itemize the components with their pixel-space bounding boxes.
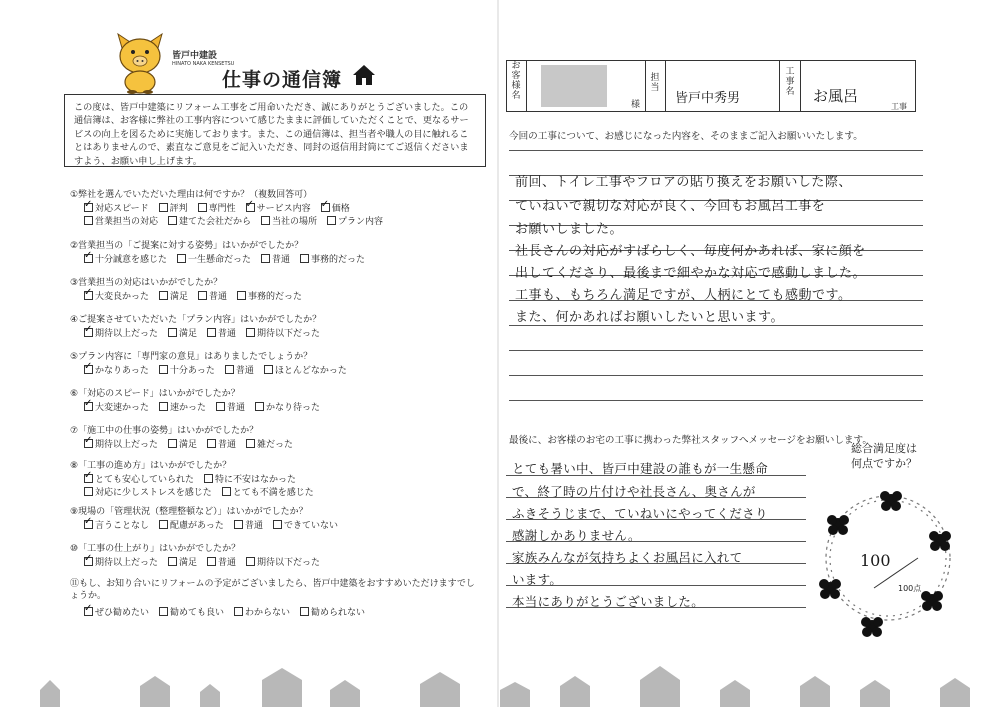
option-label: 満足: [170, 292, 189, 302]
option[interactable]: [84, 437, 158, 450]
question-text: ④ご提案させていただいた「プラン内容」はいかがでしたか？: [70, 315, 322, 325]
checkbox[interactable]: [327, 216, 336, 225]
comment-line: また、何かあればお願いしたいと思います。: [515, 310, 784, 325]
checkbox[interactable]: [207, 439, 216, 448]
option[interactable]: [84, 326, 158, 339]
comment-line: 社長さんの対応がすばらしく、毎度何かあれば、家に顔を: [515, 244, 866, 259]
option[interactable]: [246, 201, 311, 214]
option-row: [84, 326, 330, 339]
checked-checkbox[interactable]: [84, 520, 93, 529]
checkbox[interactable]: [159, 402, 168, 411]
option-label: 普通: [218, 558, 237, 568]
comment-line: お願いしました。: [515, 222, 624, 237]
score-value: 100: [860, 551, 891, 570]
option-label: かなり待った: [266, 403, 321, 413]
option-label: 雑だった: [257, 440, 294, 450]
option-label: ぜひ勧めたい: [95, 608, 150, 618]
comments-question: 今回の工事について、お感じになった内容を、そのままご記入お願いいたします。: [509, 131, 863, 142]
option[interactable]: [246, 437, 293, 450]
question-text: ⑩「工事の仕上がり」はいかがでしたか？: [70, 544, 241, 554]
option[interactable]: [225, 363, 254, 376]
option-label: 期待以上だった: [95, 329, 159, 339]
checkbox[interactable]: [204, 474, 213, 483]
checkbox[interactable]: [198, 291, 207, 300]
option-label: サービス内容: [256, 204, 311, 214]
comment-line: ていねいで親切な対応が良く、今回もお風呂工事を: [515, 199, 826, 214]
option-label: プラン内容: [338, 217, 384, 227]
option[interactable]: [300, 605, 365, 618]
option-label: 期待以下だった: [257, 558, 321, 568]
comment-line: 前回、トイレ工事やフロアの貼り換えをお願いした際、: [515, 175, 852, 190]
checkbox[interactable]: [237, 291, 246, 300]
option[interactable]: [198, 201, 236, 214]
option-label: 普通: [235, 366, 254, 376]
option[interactable]: [300, 252, 365, 265]
score-title: [844, 441, 924, 471]
checkbox[interactable]: [225, 365, 234, 374]
checkbox[interactable]: [198, 203, 207, 212]
option-label: とても不満を感じた: [232, 488, 314, 498]
message-line: 家族みんなが気持ちよくお風呂に入れて: [512, 550, 743, 565]
work-name: お風呂: [813, 87, 859, 105]
option[interactable]: [84, 518, 149, 531]
checkbox[interactable]: [159, 520, 168, 529]
option[interactable]: [159, 400, 206, 413]
option[interactable]: [327, 214, 383, 227]
option[interactable]: [159, 201, 188, 214]
message-line: で、終了時の片付けや社長さん、奥さんが: [512, 484, 756, 499]
option[interactable]: [168, 326, 197, 339]
option[interactable]: [84, 485, 212, 498]
checkbox[interactable]: [273, 520, 282, 529]
option-label: 普通: [272, 255, 291, 265]
checkbox[interactable]: [168, 439, 177, 448]
option-label: 対応に少しストレスを感じた: [95, 488, 212, 498]
customer-label: お客様名: [511, 61, 521, 101]
option-row: [84, 437, 303, 450]
option-row: [84, 605, 375, 618]
option[interactable]: [84, 472, 194, 485]
work-label: 工事名: [785, 67, 795, 97]
customer-info-table: [506, 60, 916, 112]
question-text: ⑤プラン内容に「専門家の意見」はありましたでしょうか？: [70, 352, 313, 362]
message-line: ふきそうじまで、ていねいにやってくださり: [512, 506, 768, 521]
option-label: 普通: [244, 521, 263, 531]
checked-checkbox[interactable]: [84, 203, 93, 212]
option-label: 建てた会社だから: [179, 217, 252, 227]
option-label: 大変良かった: [95, 292, 150, 302]
score-unit: 100点: [898, 584, 922, 593]
option[interactable]: [159, 289, 188, 302]
option-label: 営業担当の対応: [95, 217, 159, 227]
option-row: [84, 214, 393, 227]
option-label: 一生懸命だった: [188, 255, 252, 265]
option-label: 普通: [218, 329, 237, 339]
option[interactable]: [273, 518, 338, 531]
option-label: 普通: [209, 292, 228, 302]
option[interactable]: [246, 326, 320, 339]
option[interactable]: [159, 518, 224, 531]
option-label: 事務的だった: [311, 255, 366, 265]
customer-suffix: 様: [631, 100, 641, 110]
question-text: ③営業担当の対応はいかがでしたか？: [70, 278, 223, 288]
message-question: 最後に、お客様のお宅の工事に携わった弊社スタッフへメッセージをお願いします。: [509, 435, 872, 446]
option-label: 言うことなし: [95, 521, 150, 531]
checkbox[interactable]: [84, 216, 93, 225]
option-row: [84, 400, 330, 413]
option[interactable]: [84, 555, 158, 568]
checkbox[interactable]: [264, 365, 273, 374]
option-label: 専門性: [208, 204, 236, 214]
message-line: 本当にありがとうございました。: [512, 594, 705, 609]
option-label: 期待以下だった: [257, 329, 321, 339]
checkbox[interactable]: [159, 203, 168, 212]
option-label: とても安心していられた: [95, 475, 195, 485]
question-text: ⑧「工事の進め方」はいかがでしたか？: [70, 461, 232, 471]
checkbox[interactable]: [234, 520, 243, 529]
option-row: [84, 485, 324, 498]
checkbox[interactable]: [84, 487, 93, 496]
option-row: [84, 555, 330, 568]
option[interactable]: [159, 363, 215, 376]
option-label: 期待以上だった: [95, 440, 159, 450]
option[interactable]: [168, 437, 197, 450]
mascot-logo: [110, 30, 170, 94]
work-suffix: 工事: [891, 102, 907, 111]
option-label: 価格: [331, 204, 350, 214]
option[interactable]: [234, 605, 290, 618]
option-row: [84, 252, 375, 265]
option[interactable]: [237, 289, 302, 302]
question-text: ②営業担当の「ご提案に対する姿勢」はいかがでしたか？: [70, 241, 304, 251]
checkbox[interactable]: [216, 402, 225, 411]
score-title-line: 総合満足度は: [851, 442, 917, 455]
checked-checkbox[interactable]: [84, 291, 93, 300]
brand-name: 皆戸中建設: [172, 51, 218, 61]
option-label: 十分あった: [169, 366, 215, 376]
question-text: ①弊社を選んでいただいた理由は何ですか？（複数回答可）: [70, 190, 313, 200]
checked-checkbox[interactable]: [84, 439, 93, 448]
checkbox[interactable]: [246, 557, 255, 566]
checked-checkbox[interactable]: [84, 402, 93, 411]
checkbox[interactable]: [207, 328, 216, 337]
option[interactable]: [84, 400, 149, 413]
message-line: とても暑い中、皆戸中建設の誰もが一生懸命: [512, 461, 769, 476]
option[interactable]: [198, 289, 227, 302]
town-silhouette-decoration: [0, 650, 1000, 707]
option[interactable]: [84, 605, 149, 618]
message-line: 感謝しかありません。: [512, 528, 641, 543]
question-text: ⑪もし、お知り合いにリフォームの予定がございましたら、皆戸中建築をおすすめいただけますでしょうか。: [70, 579, 475, 601]
checked-checkbox[interactable]: [84, 474, 93, 483]
message-line: います。: [512, 572, 563, 587]
page-title: 仕事の通信簿: [222, 69, 343, 91]
option-row: [84, 518, 348, 531]
checkbox[interactable]: [300, 607, 309, 616]
option[interactable]: [84, 252, 167, 265]
option[interactable]: [177, 252, 251, 265]
checkbox[interactable]: [177, 254, 186, 263]
checked-checkbox[interactable]: [321, 203, 330, 212]
option-label: 当社の場所: [272, 217, 318, 227]
option-label: わからない: [245, 608, 291, 618]
option[interactable]: [234, 518, 263, 531]
checkbox[interactable]: [168, 216, 177, 225]
staff-label: 担当: [650, 73, 660, 93]
option-label: 普通: [227, 403, 246, 413]
customer-name-redacted: [541, 65, 607, 107]
checked-checkbox[interactable]: [84, 328, 93, 337]
option-label: 勧めても良い: [170, 608, 225, 618]
checkbox[interactable]: [159, 607, 168, 616]
option[interactable]: [207, 437, 236, 450]
option[interactable]: [168, 555, 197, 568]
checkbox[interactable]: [159, 291, 168, 300]
intro-text: この度は、皆戸中建築にリフォーム工事をご用命いただき、誠にありがとうございました。この通信簿は、お客様に弊社の工事内容について感じたままに評価していただくことで、更なるサービスの向上を図るために実施しております。また、この通信簿は、担当者や職人の目に触れることはありませんので、素直なご意見をご記入いただき、同封の返信用封筒にてご返信くださいますよう、お願い申し上げます。: [74, 102, 469, 167]
option-label: かなりあった: [95, 366, 149, 376]
checkbox[interactable]: [246, 328, 255, 337]
option-row: [84, 289, 312, 302]
option-label: 期待以上だった: [95, 558, 159, 568]
question-text: ⑥「対応のスピード」はいかがでしたか？: [70, 389, 240, 399]
option[interactable]: [216, 400, 245, 413]
checkbox[interactable]: [207, 557, 216, 566]
checked-checkbox[interactable]: [246, 203, 255, 212]
option[interactable]: [84, 201, 149, 214]
option-label: 特に不安はなかった: [215, 475, 297, 485]
intro-text-box: [64, 94, 486, 167]
page-fold: [497, 0, 499, 707]
score-title-line: 何点ですか？: [851, 457, 917, 470]
checkbox[interactable]: [255, 402, 264, 411]
option-label: 満足: [179, 558, 198, 568]
option[interactable]: [261, 252, 290, 265]
option-label: 普通: [218, 440, 237, 450]
option[interactable]: [204, 472, 296, 485]
comment-line: 工事も、もちろん満足ですが、人柄にとても感動です。: [515, 288, 852, 303]
option-label: 評判: [169, 204, 188, 214]
option-row: [84, 363, 357, 376]
option-label: 対応スピード: [95, 204, 149, 214]
option-label: できていない: [283, 521, 338, 531]
option-row: [84, 201, 360, 214]
option[interactable]: [261, 214, 317, 227]
checkbox[interactable]: [246, 439, 255, 448]
option[interactable]: [84, 214, 158, 227]
option-label: ほとんどなかった: [274, 366, 347, 376]
option-label: 速かった: [170, 403, 207, 413]
checkbox[interactable]: [168, 328, 177, 337]
question-text: ⑦「施工中の仕事の姿勢」はいかがでしたか？: [70, 426, 259, 436]
brand-subtitle: HINATO NAKA KENSETSU: [172, 61, 235, 67]
option[interactable]: [255, 400, 320, 413]
option-label: 満足: [179, 329, 198, 339]
option-label: 勧められない: [311, 608, 366, 618]
option-label: 大変速かった: [95, 403, 150, 413]
staff-name: 皆戸中秀男: [675, 91, 741, 106]
option-row: [84, 472, 306, 485]
checkbox[interactable]: [222, 487, 231, 496]
option[interactable]: [264, 363, 347, 376]
option[interactable]: [246, 555, 320, 568]
option[interactable]: [84, 363, 149, 376]
checkbox[interactable]: [300, 254, 309, 263]
option[interactable]: [207, 555, 236, 568]
checkbox[interactable]: [261, 254, 270, 263]
option-label: 配慮があった: [170, 521, 224, 531]
checked-checkbox[interactable]: [84, 365, 93, 374]
checked-checkbox[interactable]: [84, 607, 93, 616]
option-label: 事務的だった: [248, 292, 303, 302]
option[interactable]: [207, 326, 236, 339]
checkbox[interactable]: [261, 216, 270, 225]
checked-checkbox[interactable]: [84, 254, 93, 263]
option[interactable]: [168, 214, 251, 227]
house-icon: [352, 63, 376, 87]
option-label: 満足: [179, 440, 198, 450]
checked-checkbox[interactable]: [84, 557, 93, 566]
option[interactable]: [321, 201, 350, 214]
option[interactable]: [84, 289, 149, 302]
checkbox[interactable]: [234, 607, 243, 616]
option-label: 十分誠意を感じた: [95, 255, 168, 265]
option[interactable]: [222, 485, 314, 498]
option[interactable]: [159, 605, 224, 618]
question-text: ⑨現場の「管理状況（整理整頓など）」はいかがでしたか？: [70, 507, 308, 517]
checkbox[interactable]: [168, 557, 177, 566]
checkbox[interactable]: [159, 365, 168, 374]
comment-line: 出してくださり、最後まで細やかな対応で感動しました。: [515, 266, 867, 281]
